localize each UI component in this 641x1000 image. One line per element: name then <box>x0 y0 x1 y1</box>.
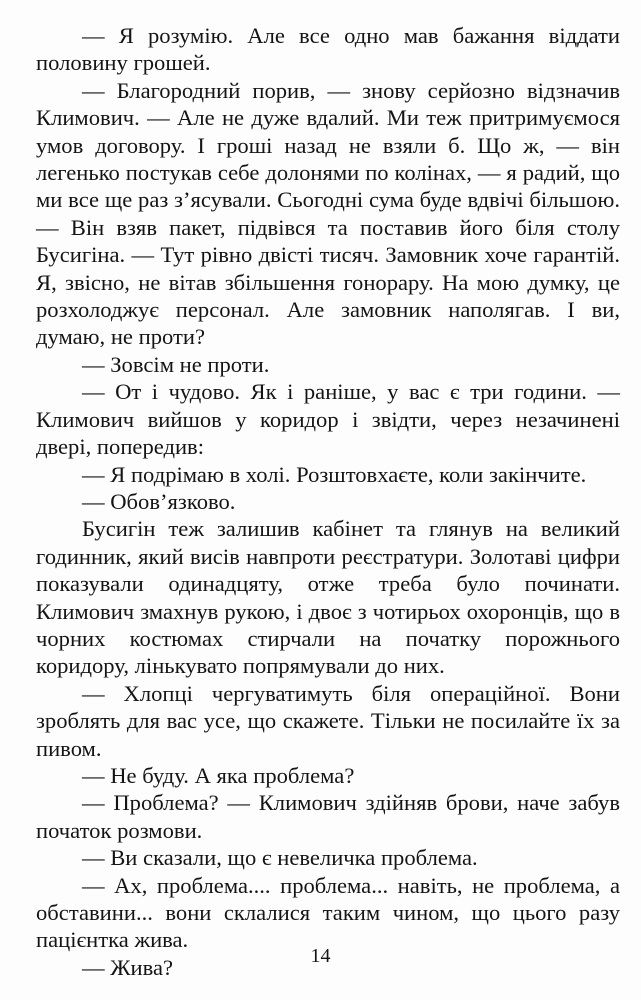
body-text <box>36 22 620 981</box>
paragraph: — Я розумію. Але все одно мав бажання віддати половину грошей. <box>36 23 620 76</box>
paragraph: — От і чудово. Як і раніше, у вас є три години. — Климович вийшов у коридор і звідти, через незачинені двері, попередив: <box>36 379 620 460</box>
paragraph: — Жива? <box>82 954 174 980</box>
paragraph: — Проблема? — Климович здійняв брови, наче забув початок розмови. <box>36 790 620 843</box>
paragraph: — Ах, проблема.... проблема... навіть, не проблема, а обставини... вони склалися таким чином, що цього разу пацієнтка жива. <box>36 872 620 953</box>
paragraph: — Зовсім не проти. <box>82 351 270 377</box>
paragraph: Бусигін теж залишив кабінет та глянув на великий годинник, який висів навпроти реєстратури. Золотаві цифри показували одинадцяту, отже треба було починати. Климович змахнув рукою, і двоє з чотирьох охоронців, що в чорних костюмах стирчали на початку порожнього коридору, лінькувато попрямували до них. <box>36 516 620 679</box>
paragraph: — Хлопці чергуватимуть біля операційної. Вони зроблять для вас усе, що скажете. Тільки не посилайте їх за пивом. <box>36 680 620 761</box>
page-number: 14 <box>310 945 331 967</box>
paragraph: — Обов’язково. <box>82 488 236 514</box>
paragraph: — Ви сказали, що є невеличка проблема. <box>82 845 478 871</box>
paragraph: — Я подрімаю в холі. Розштовхаєте, коли закінчите. <box>82 461 587 487</box>
paragraph: — Благородний порив, — знову серйозно відзначив Климович. — Але не дуже вдалий. Ми теж притримуємося умов договору. І гроші назад не взяли б. Що ж, — він легенько постукав себе долонями по колінах, — я радий, що ми все ще раз з’ясували. Сьогодні сума буде вдвічі більшою. — Він взяв пакет, підвівся та поставив його біля столу Бусигіна. — Тут рівно двісті тисяч. Замовник хоче гарантій. Я, звісно, не вітав збільшення гонорару. На мою думку, це розхолоджує персонал. Але замовник наполягав. І ви, думаю, не проти? <box>36 77 620 350</box>
paragraph: — Не буду. А яка проблема? <box>82 762 355 788</box>
